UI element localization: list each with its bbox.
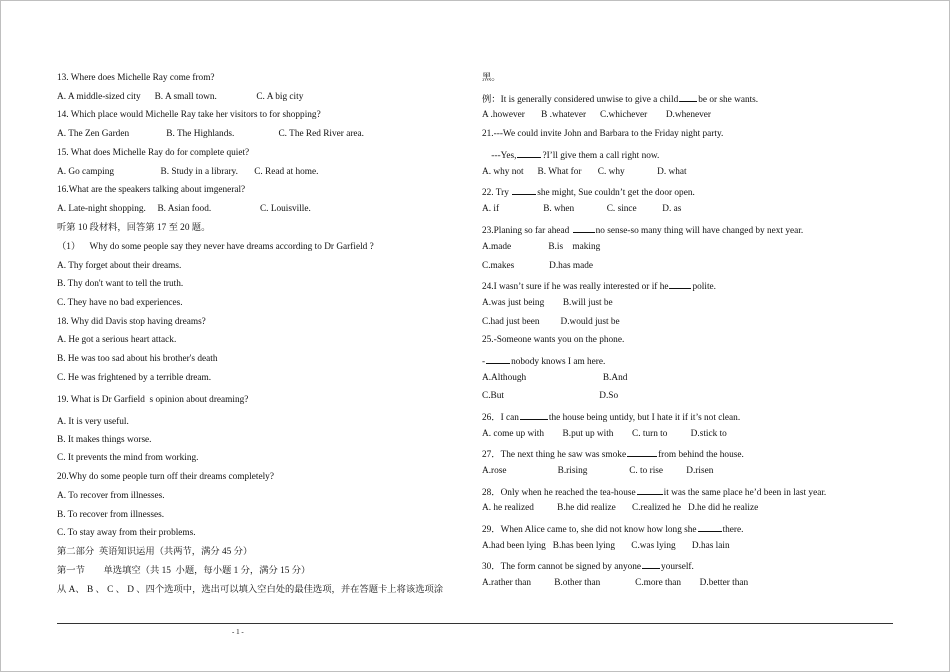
right_column-line: 黑。 [482, 73, 501, 83]
right_column-line: A. he realized B.he did realize C.realized he D.he did he realize [482, 503, 759, 513]
left_column-line: A. The Zen Garden B. The Highlands. C. The Red River area. [57, 129, 364, 139]
right_column-line: A. why not B. What for C. why D. what [482, 167, 687, 177]
right_column-line: A. if B. when C. since D. as [482, 204, 682, 214]
answer-blank [698, 522, 722, 532]
right_column-line: 28．Only when he reached the tea-house it was the same place he’d been in last year. [482, 485, 826, 499]
left_column-line: B. Thy don't want to tell the truth. [57, 279, 184, 289]
right_column-line: C.But D.So [482, 391, 619, 401]
right_column-line: A.had been lying B.has been lying C.was lying D.has lain [482, 541, 730, 551]
left_column-line: A. He got a serious heart attack. [57, 335, 177, 345]
left_column-line: 14. Which place would Michelle Ray take her visitors to for shopping? [57, 110, 321, 120]
answer-blank [627, 447, 657, 457]
left_column-line: 听第 10 段材料，回答第 17 至 20 题。 [57, 223, 211, 233]
right_column-line: 24.I wasn’t sure if he was really interested or if he polite. [482, 279, 716, 293]
right_column-line: A.was just being B.will just be [482, 298, 613, 308]
left_column-line: A. To recover from illnesses. [57, 491, 165, 501]
right_column-line: A.rather than B.other than C.more than D.better than [482, 578, 749, 588]
answer-blank [517, 148, 541, 158]
right_column-line: 25.-Someone wants you on the phone. [482, 335, 625, 345]
answer-blank [520, 410, 548, 420]
right_column-line: 例：It is generally considered unwise to give a child be or she wants. [482, 92, 758, 106]
right_column-line: A. come up with B.put up with C. turn to D.stick to [482, 429, 727, 439]
left_column-line: 15. What does Michelle Ray do for complete quiet? [57, 148, 250, 158]
right_column-line: 22. Try she might, Sue couldn’t get the door open. [482, 185, 695, 199]
left_column-line: 20.Why do some people turn off their dreams completely? [57, 472, 274, 482]
page-number: - 1 - [232, 628, 244, 636]
right_column-line: 29．When Alice came to, she did not know how long she there. [482, 522, 743, 536]
answer-blank [512, 185, 536, 195]
left_column-line: A. A middle-sized city B. A small town. C. A big city [57, 92, 304, 102]
left_column-line: 13. Where does Michelle Ray come from? [57, 73, 215, 83]
left_column-line: 第一节 单选填空（共 15 小题，每小题 1 分，满分 15 分） [57, 566, 311, 576]
left_column-line: A. Late-night shopping. B. Asian food. C. Louisville. [57, 204, 311, 214]
left_column-line: 从 A、 B 、 C 、 D 、四个选项中，选出可以填入空白处的最佳选项，并在答题卡上将该选项涂 [57, 585, 444, 595]
left_column-line: B. It makes things worse. [57, 435, 152, 445]
right_column-line: 23.Planing so far ahead no sense-so many thing will have changed by next year. [482, 223, 803, 237]
right_column-line: 26．I can the house being untidy, but I hate it if it’s not clean. [482, 410, 740, 424]
left_column-line: 第二部分 英语知识运用（共两节，满分 45 分） [57, 547, 253, 557]
left_column-line: 18. Why did Davis stop having dreams? [57, 317, 206, 327]
right_column-line: ---Yes, ?I’ll give them a call right now. [482, 148, 659, 162]
right_column-line: A.made B.is making [482, 242, 601, 252]
left_column-line: A. Thy forget about their dreams. [57, 261, 182, 271]
answer-blank [679, 92, 697, 102]
left_column-line: C. It prevents the mind from working. [57, 453, 199, 463]
right_column-line: - nobody knows I am here. [482, 354, 605, 368]
right_column-line: 27．The next thing he saw was smoke from behind the house. [482, 447, 744, 461]
left_column-line: 16.What are the speakers talking about imgeneral? [57, 185, 246, 195]
right_column-line: 21.---We could invite John and Barbara to the Friday night party. [482, 129, 724, 139]
right_column-line: A.rose B.rising C. to rise D.risen [482, 466, 714, 476]
left_column-line: C. They have no bad experiences. [57, 298, 183, 308]
left_column-line: 19. What is Dr Garfield s opinion about dreaming? [57, 395, 249, 405]
left_column-line: C. To stay away from their problems. [57, 528, 196, 538]
right_column-line: C.had just been D.would just be [482, 317, 620, 327]
left_column-line: A. Go camping B. Study in a library. C. Read at home. [57, 167, 319, 177]
answer-blank [573, 223, 595, 233]
answer-blank [642, 559, 660, 569]
left_column-line: C. He was frightened by a terrible dream. [57, 373, 212, 383]
left_column-line: A. It is very useful. [57, 417, 129, 427]
answer-blank [486, 354, 510, 364]
answer-blank [637, 485, 663, 495]
left_column-line: B. He was too sad about his brother's death [57, 354, 218, 364]
footer-rule [57, 623, 893, 624]
right_column-line: 30．The form cannot be signed by anyone yourself. [482, 559, 694, 573]
left_column-line: B. To recover from illnesses. [57, 510, 165, 520]
left_column-line: （1） Why do some people say they never have dreams according to Dr Garfield ? [57, 242, 374, 252]
answer-blank [669, 279, 691, 289]
right_column-line: A .however B .whatever C.whichever D.whenever [482, 110, 711, 120]
right_column-line: A.Although B.And [482, 373, 628, 383]
right_column-line: C.makes D.has made [482, 261, 594, 271]
